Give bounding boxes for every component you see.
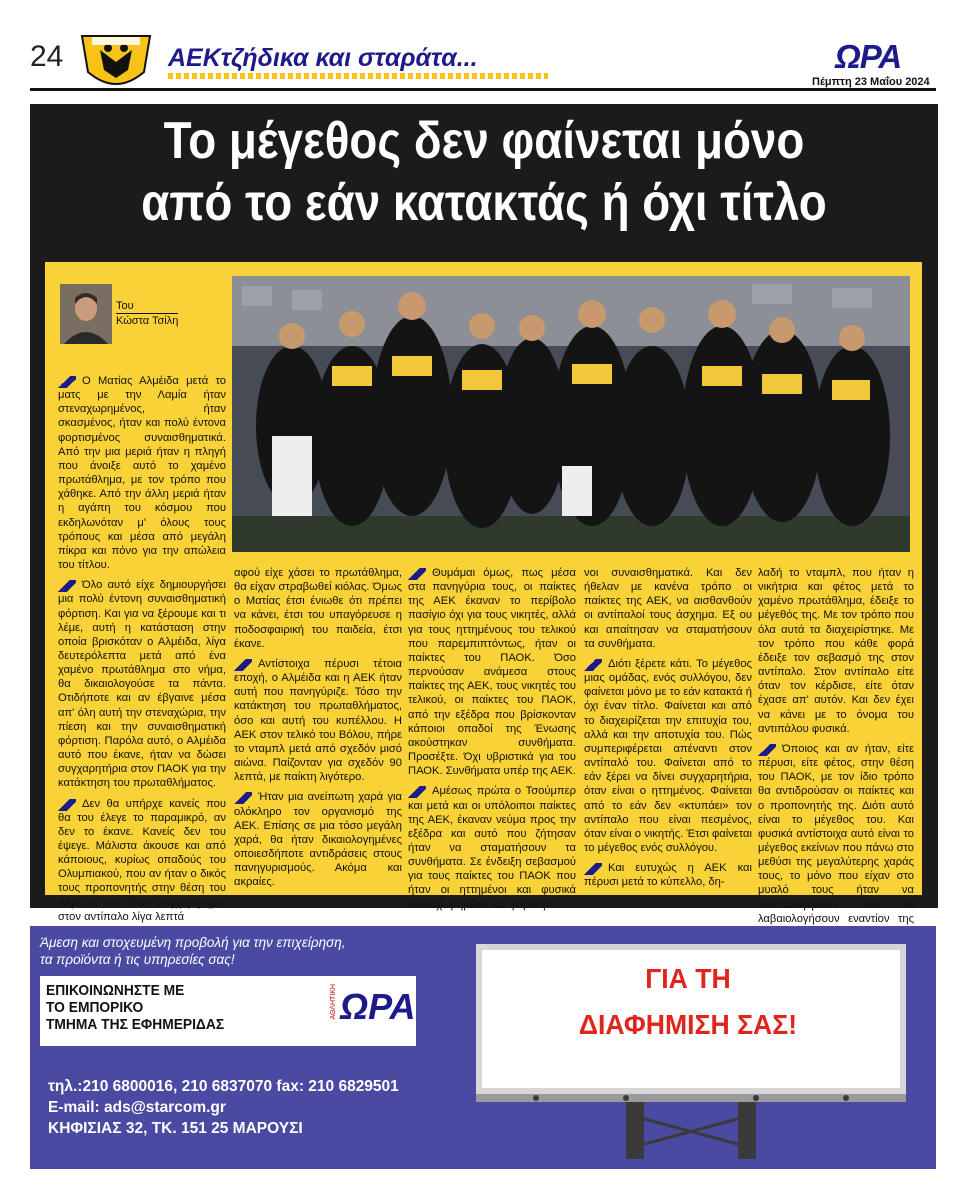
team-photo: [232, 276, 910, 552]
ad-address: ΚΗΦΙΣΙΑΣ 32, ΤΚ. 151 25 ΜΑΡΟΥΣΙ: [48, 1120, 303, 1137]
headline-line-2: από το εάν κατακτάς ή όχι τίτλο: [141, 174, 827, 232]
paragraph: Αντίστοιχα πέρυσι τέτοια εποχή, ο Αλμέιδα και η ΑΕΚ ήταν αυτή που πανηγύριζε. Τόσο την κατάκτηση του πρωταθλήματος, όσο και αυτή του κυπέλλου. Η ΑΕΚ στον τελικό του Βόλου, πήρε το νταμπλ μετά από σχεδόν μισό αιώνα. Παίζονταν για σχεδόν 90 λεπτά, με παίκτη λιγότερο.: [234, 657, 402, 784]
ad-logo-tag: ΑΘΛΗΤΙΚΗ: [330, 984, 337, 1020]
ad-phone: τηλ.:210 6800016, 210 6837070 fax: 210 6829501: [48, 1078, 399, 1095]
ad-contact-line-3: ΤΜΗΜΑ ΤΗΣ ΕΦΗΜΕΡΙΔΑΣ: [46, 1016, 225, 1033]
issue-date: Πέμπτη 23 Μαΐου 2024: [812, 76, 930, 88]
paragraph: Διότι ξέρετε κάτι. Το μέγεθος μιας ομάδας, ενός συλλόγου, δεν φαίνεται μόνο με το εάν κατακτά ή όχι έναν τίτλο. Φαίνεται και από το διαχειρίζεται την επιτυχία του, αλλά και την αποτυχία του. Πώς συμπεριφέρεται απέναντι στον αντίπαλό του. Φαίνεται από το εάν ξέρει να δίνει συγχαρητήρια, όταν είναι ο ηττημένος. Φαίνεται από το εάν δεν «κτυπάει» τον αντίπαλο που είναι πεσμένος, όταν είναι ο νικητής. Έτσι φαίνεται το μέγεθος ενός συλλόγου.: [584, 657, 752, 854]
paragraph: αφού είχε χάσει το πρωτάθλημα, θα είχαν στραβωθεί κιόλας. Όμως ο Ματίας έτσι ένιωθε ότι πρέπει να κάνει, έτσι του υπαγόρευσε η ποδοσφαιρική του παιδεία, έτσι έκανε.: [234, 567, 402, 650]
paragraph: Θυμάμαι όμως, πως μέσα στα πανηγύρια τους, οι παίκτες της ΑΕΚ έκαναν το περίβολο πασίγιο όχι για τους νικητές, αλλά για τους ηττημένους του τελικού που παρεμπιπτόντως, ήταν οι παίκτες του ΠΑΟΚ. Όσο περνούσαν ανάμεσα στους παίκτες της ΑΕΚ, τους νικητές του τελικού, οι παίκτες του ΠΑΟΚ, από την εξέδρα που βρίσκονταν κάποιοι οπαδοί της Ένωσης ακούστηκαν συνθήματα. Προσέξτε. Όχι υβριστικά για του ΠΑΟΚ. Συνθήματα υπέρ της ΑΕΚ.: [408, 567, 576, 778]
paragraph: Όποιος και αν ήταν, είτε πέρυσι, είτε φέτος, στην θέση του ΠΑΟΚ, με τον ίδιο τρόπο θα αντιδρούσαν οι παίκτες και ο προπονητής της. Διότι αυτό είναι το μέγεθος του. Και φυσικά αντίστοιχα αυτό είναι το μέγεθος εκείνων που πάνω στο μεθύσι της μεγαλύτερης χαράς τους, το μόνο που είχαν στο μυαλό τους ήταν να λασπολογήσουν και να λαβαιολογήσουν εναντίον της: [758, 742, 914, 954]
article-column-4: [584, 566, 752, 895]
aek-logo: [78, 32, 154, 92]
ad-logo: ΩΡΑ: [340, 986, 416, 1027]
author-photo: [60, 284, 112, 344]
ad-email: E-mail: ads@starcom.gr: [48, 1099, 226, 1116]
paragraph: νοι συναισθηματικά. Και δεν ήθελαν με κανένα τρόπο οι παίκτες της ΑΕΚ, να αισθανθούν οι αντίπαλοί τους άσχημα. Εξ ου και απαίτησαν να σταματήσουν τα συνθήματα.: [584, 567, 752, 650]
article-column-3: [408, 566, 576, 918]
ad-tagline-line-2: τα προϊόντα ή τις υπηρεσίες σας!: [40, 952, 235, 967]
ad-contact-line-2: ΤΟ ΕΜΠΟΡΙΚΟ: [46, 999, 144, 1016]
billboard-line-2: ΔΙΑΦΗΜΙΣΗ ΣΑΣ!: [578, 1009, 798, 1040]
article-column-1: [58, 374, 226, 930]
paragraph: Αμέσως πρώτα ο Τσούμπερ και μετά και οι υπόλοιποι παίκτες της ΑΕΚ, έκαναν νεύμα προς την εξέδρα και αυτό που ζήτησαν ήταν να σταματήσουν τα συνθήματα. Σε ένδειξη σεβασμού για τους παίκτες του ΠΑΟΚ που ήταν οι ηττημένοι και φυσικά στεναχωρημένοι και φορτισμέ-: [408, 785, 576, 911]
section-underline: [168, 66, 548, 80]
ad-contact-text: [46, 982, 224, 1033]
headline-line-1: Το μέγεθος δεν φαίνεται μόνο: [163, 112, 805, 170]
paragraph: Και ευτυχώς η ΑΕΚ και πέρυσι μετά το κύπελλο, δη-: [584, 862, 752, 889]
ad-contact-details: [48, 1076, 399, 1139]
author-prefix: Του: [116, 300, 134, 312]
paragraph: Ήταν μια ανείπωτη χαρά για ολόκληρο τον οργανισμό της ΑΕΚ. Επίσης σε μια τόσο μεγάλη χαρά, θα ήταν δικαιολογημένες οποιεσδήποτε αντιδράσεις στους πανηγυρισμούς. Ακόμα και ακραίες.: [234, 791, 402, 889]
article-column-2: [234, 566, 402, 895]
newspaper-logo: ΩΡΑ: [835, 38, 902, 75]
ad-tagline-line-1: Άμεση και στοχευμένη προβολή για την επιχείρηση,: [40, 935, 346, 950]
header-rule: [30, 88, 936, 91]
billboard-line-1: ΓΙΑ ΤΗ: [645, 963, 731, 994]
section-title: ΑΕΚτζήδικα και σταράτα...: [168, 44, 478, 72]
billboard-text: [496, 956, 880, 1048]
paragraph: Ο Ματίας Αλμέιδα μετά το ματς με την Λαμία ήταν στεναχωρημένος, ήταν σκασμένος, ήταν και πολύ έντονα φορτισμένος συναισθηματικά. Από την μια μεριά ήταν η πληγή που άνοιξε αυτό το χαμένο πρωτάθλημα, με τον τρόπο που χάθηκε. Από την άλλη μεριά ήταν η αγάπη του κόσμου που εκδηλωνόταν μ' όλους τους τρόπους και μέσα από μεγάλη πίκρα και πόνο για την απώλεια του τίτλου.: [58, 375, 226, 572]
paragraph: Δεν θα υπήρχε κανείς που θα του έλεγε το παραμικρό, αν δεν το έκανε. Κανείς δεν του έψεγε. Μάλιστα άκουσε και από κάποιους, κυρίως οπαδούς του Ολυμπιακού, που αν ήταν ο δικός τους προπονητής στην θέση του Αλμέιδα και έδινε συγχαρητήρια στον αντίπαλο λίγα λεπτά: [58, 797, 226, 923]
article-column-5: [758, 566, 914, 960]
paragraph: λαδή το νταμπλ, που ήταν η νικήτρια και φέτος μετά το χαμένο πρωτάθλημα, έδειξε το μέγεθός της. Με τον τρόπο που όλα αυτά τα διαχειρίστηκε. Με τον τρόπο που κάθε φορά έδειξε τον σεβασμό της στον αντίπαλο. Στον αντίπαλο είτε όταν τον κέρδισε, είτε όταν έχασε απ' αυτόν. Και δεν έχει να κάνει με το όνομα του αντιπάλου φυσικά.: [758, 567, 914, 735]
author-byline: [116, 300, 178, 328]
page-number: 24: [30, 40, 64, 73]
headline: [93, 110, 874, 234]
paragraph: Όλο αυτό είχε δημιουργήσει μια πολύ έντονη συναισθηματική φόρτιση. Και για να ξέρουμε και τι λέμε, αυτή η κατάσταση στην οποία βρισκόταν ο Αλμέιδα, λίγα δευτερόλεπτα μετά από ένα χαμένο πρωτάθλημα στο νήμα, θα δικαιολογούσε τα πάντα. Οτιδήποτε και αν έβγαινε μέσα απ' όλη αυτή την στεναχώρια, την πίεση και την συναισθηματική φόρτιση. Παρόλα αυτό, ο Αλμέιδα αυτό που έκανε, ήταν να δώσει συγχαρητήρια στον ΠΑΟΚ για την κατάκτηση του πρωταθλήματος.: [58, 579, 226, 790]
ad-contact-line-1: ΕΠΙΚΟΙΝΩΝΗΣΤΕ ΜΕ: [46, 982, 185, 999]
author-name: Κώστα Τσίλη: [116, 315, 179, 327]
